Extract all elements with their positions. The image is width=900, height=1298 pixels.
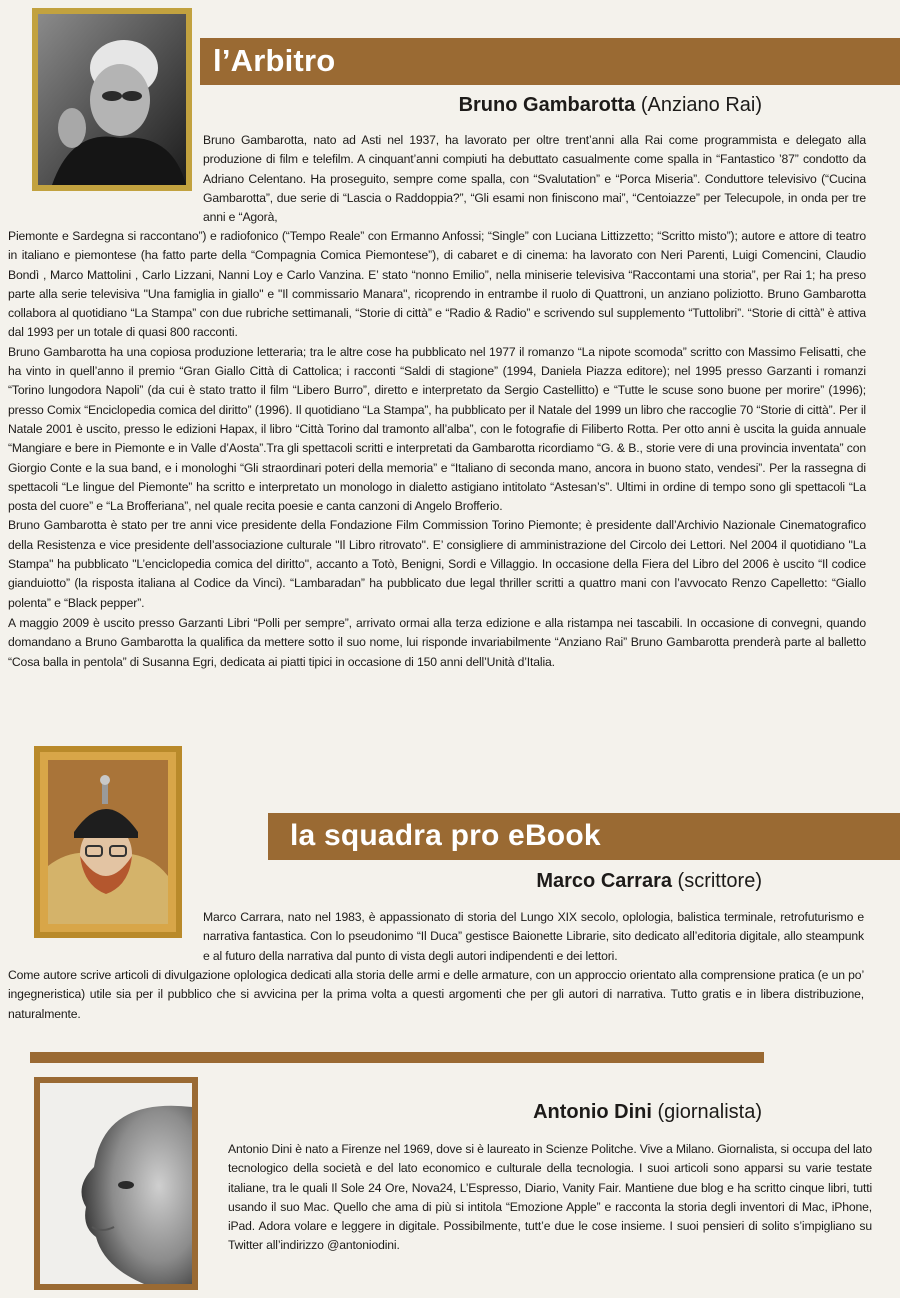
bio-intro [203, 908, 864, 966]
portrait-photo [34, 1077, 198, 1290]
section-title: l’Arbitro [213, 43, 336, 78]
person-role: (giornalista) [657, 1101, 762, 1123]
person-name: Marco Carrara [536, 870, 672, 892]
portrait-photo [34, 746, 182, 938]
portrait-image [34, 746, 182, 938]
person-name-line [536, 870, 762, 893]
person-name-line [533, 1101, 762, 1124]
person-role: (scrittore) [677, 870, 762, 892]
bio-paragraph: Bruno Gambarotta è stato per tre anni vice presidente della Fondazione Film Commission Torino Piemonte; è presidente dall’Archivio Nazionale Cinematografico della Resistenza e vice presidente dell’associazione culturale "Il Libro ritrovato". E’ consigliere di amministrazione del Circolo dei Lettori. Nel 2004 il quotidiano "La Stampa" ha pubblicato "L’enciclopedia comica del diritto", accanto a Totò, Benigni, Sordi e Villaggio. In occasione della Fiera del Libro del 2006 è uscito “Il codice gianduiotto” (la risposta italiana al Codice da Vinci). “Lambaradan” ha pubblicato due legal thriller scritti a quattro mani con l’avvocato Renzo Capelletto: “Giallo polenta” e “Black pepper”. [8, 518, 866, 610]
bio-body [8, 966, 864, 1024]
bio-intro-text: Bruno Gambarotta, nato ad Asti nel 1937, ha lavorato per oltre trent’anni alla Rai come programmista e delegato alla produzione di film e telefilm. A cinquant’anni compiuti ha debuttato casualmente come spalla in “Fantastico ’87” condotto da Adriano Celentano. Ha proseguito, sempre come spalla, con “Svalutation” e “Porca Miseria”. Conduttore televisivo (“Cucina Gambarotta”, due serie di “Lascia o Raddoppia?”, “Gli esami non finiscono mai”, “Centoiazze” per Telecupole, in onda per tre anni e “Agorà, [203, 133, 866, 225]
bio-body [228, 1140, 872, 1256]
bio-paragraph: Antonio Dini è nato a Firenze nel 1969, dove si è laureato in Scienze Politche. Vive a Milano. Giornalista, si occupa del lato tecnologico della società e del lato economico e culturale della tecnologia. I suoi articoli sono apparsi su varie testate italiane, tra le quali Il Sole 24 Ore, Nova24, L’Espresso, Diario, Vanity Fair. Mantiene due blog e ha scritto cinque libri, tutti usando il suo Mac. Quello che ama di più si intitola “Emozione Apple” e racconta la storia degli inventori di Mac, iPhone, iPad. Adora volare e leggere in digitale. Possibilmente, tutt’e due le cose insieme. I suoi pensieri di solito s’impigliano su Twitter all’indirizzo @antoniodini. [228, 1142, 872, 1253]
bio-body [8, 227, 866, 672]
bio-intro [203, 131, 866, 227]
section-title: la squadra pro eBook [290, 819, 601, 852]
section-divider-band [30, 1052, 764, 1063]
bio-paragraph: Bruno Gambarotta ha una copiosa produzione letteraria; tra le altre cose ha pubblicato nel 1977 il romanzo “La nipote scomoda” scritto con Massimo Felisatti, che ha vinto in quell’anno il premio “Gran Giallo Città di Cattolica; i racconti “Saldi di stagione” (1994, Daniela Piazza editore); nel 1995 presso Garzanti i romanzi “Torino lungodora Napoli” (da cui è stato tratto il film “Libero Burro”, diretto e interpretato da Sergio Castellitto) e “Tutte le scuse sono buone per morire” (1996); presso Comix “Enciclopedia comica del diritto” (1996). Il quotidiano “La Stampa”, ha pubblicato per il Natale del 1999 un libro che raccoglie 70 “Storie di città”. Per il Natale 2001 è uscito, presso le edizioni Hapax, il libro “Città Torino dal tramonto all’alba”, con le fotografie di Filiberto Rotta. Per otto anni è uscita la guida annuale “Mangiare e bere in Piemonte e in Valle d’Aosta”.Tra gli spettacoli scritti e interpretati da Gambarotta ricordiamo “G. & B., storie vere di una provincia inventata” con Giorgio Conte e la sua band, e i monologhi “Gli straordinari poteri della memoria” e “Italiano di seconda mano, ancora in buono stato, vendesi”. Per la rassegna di spettacoli “Le lingue del Piemonte” ha scritto e interpretato un monologo in dialetto astigiano intitolato “Astesan’s”. Ultimi in ordine di tempo sono gli spettacoli “La posta del cuore” e “La Brofferiana”, nel quale recita poesie e canta canzoni di Angelo Brofferio. [8, 344, 866, 514]
portrait-photo [32, 8, 192, 191]
person-name-line [459, 94, 762, 117]
person-name: Bruno Gambarotta [458, 94, 636, 116]
bio-intro-text: Marco Carrara, nato nel 1983, è appassionato di storia del Lungo XIX secolo, oplologia, balistica terminale, retrofuturismo e narrativa fantastica. Con lo pseudonimo “Il Duca” gestisce Baionette Librarie, sito dedicato all’editoria digitale, allo steampunk e al futuro della narrativa dal punto di vista degli autori indipendenti e dei lettori. [203, 910, 864, 963]
bio-paragraph: Come autore scrive articoli di divulgazione oplologica dedicati alla storia delle armi e delle armature, con un approccio orientato alla comprensione pratica (e un po’ ingegneristica) utile sia per il pubblico che si avvicina per la prima volta a questi argomenti che per gli autori di narrativa. Tutto gratis e in libera distribuzione, naturalmente. [8, 968, 864, 1021]
portrait-image [34, 1077, 198, 1290]
bio-paragraph: Piemonte e Sardegna si raccontano”) e radiofonico (“Tempo Reale” con Ermanno Anfossi; “Single” con Luciana Littizzetto; “Scritto misto”); autore e attore di teatro in italiano e piemontese (ha fatto parte della “Compagnia Comica Piemontese”), di cabaret e di cinema: ha lavorato con Neri Parenti, Luigi Comencini, Claudio Bondì , Marco Mattolini , Carlo Lizzani, Nanni Loy e Carlo Vanzina. E’ stato “nonno Emilio”, nella miniserie televisiva “Raccontami una storia”, per Rai 1; ha preso parte alla serie televisiva "Una famiglia in giallo" e "Il commissario Manara", ricoprendo in entrambe il ruolo di Quattroni, un anziano poliziotto. Bruno Gambarotta collabora al quotidiano “La Stampa” con due rubriche settimanali, “Storie di città” e “Radio & Radio” e scrivendo sul supplemento “Tuttolibri”. “Storie di città” è attiva dal 1993 per un totale di quasi 800 racconti. [8, 229, 866, 340]
portrait-image [32, 8, 192, 191]
bio-paragraph: A maggio 2009 è uscito presso Garzanti Libri “Polli per sempre”, arrivato ormai alla terza edizione e alla ristampa nei tascabili. In occasione di convegni, quando domandano a Bruno Gambarotta la qualifica da mettere sotto il suo nome, lui risponde invariabilmente “Anziano Rai” Bruno Gambarotta prenderà parte al balletto “Cosa balla in pentola” di Susanna Egri, dedicata ai piatti tipici in occasione di 150 anni dell’Unità d’Italia. [8, 615, 866, 669]
person-name: Antonio Dini [533, 1101, 652, 1123]
person-role: (Anziano Rai) [640, 94, 762, 116]
